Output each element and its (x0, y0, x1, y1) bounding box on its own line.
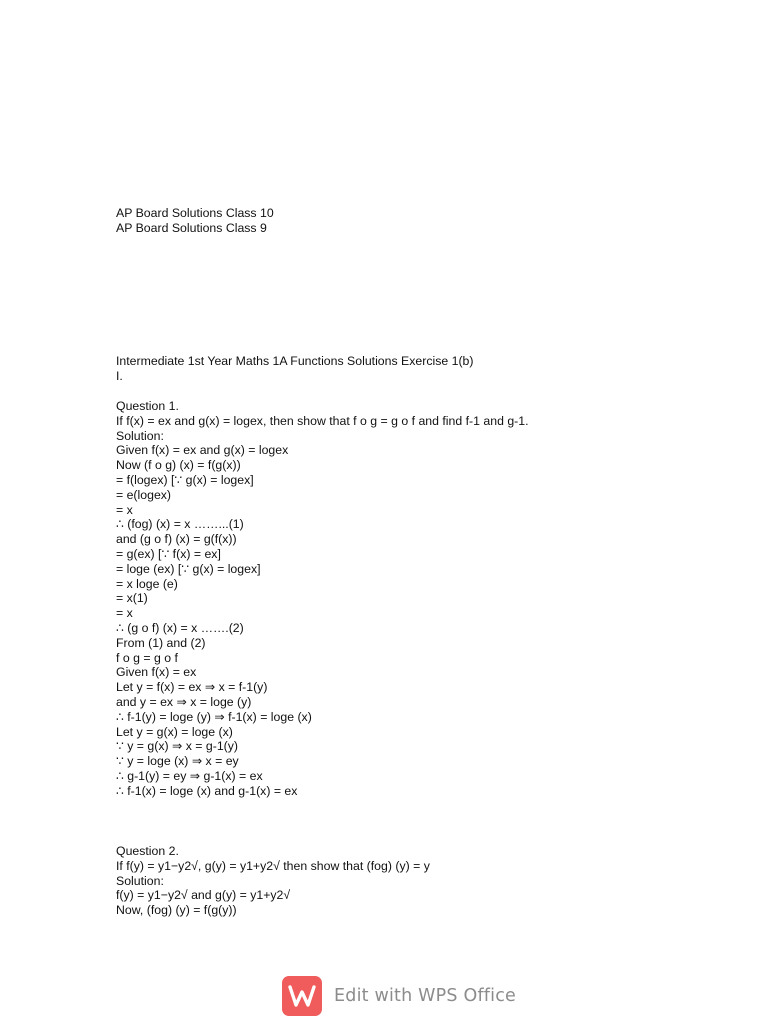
wps-w-logo-icon (282, 976, 322, 1016)
q1-line: Now (f o g) (x) = f(g(x)) (116, 458, 241, 473)
q1-line: = g(ex) [∵ f(x) = ex] (116, 546, 221, 561)
q1-line: If f(x) = ex and g(x) = logex, then show that f o g = g o f and find f-1 and g-1. (116, 413, 529, 428)
exercise-heading (116, 354, 473, 384)
q1-line: From (1) and (2) (116, 635, 206, 650)
wps-edit-banner[interactable] (282, 976, 516, 1016)
q1-line: ∴ f-1(x) = loge (x) and g-1(x) = ex (116, 783, 298, 798)
q1-line: = x (116, 606, 133, 621)
q1-line: ∵ y = loge (x) ⇒ x = ey (116, 754, 239, 769)
question-2 (116, 844, 430, 918)
q1-line: = f(logex) [∵ g(x) = logex] (116, 472, 254, 487)
q1-line: = loge (ex) [∵ g(x) = logex] (116, 561, 261, 576)
q2-line: Solution: (116, 873, 164, 888)
q1-line: Let y = g(x) = loge (x) (116, 724, 233, 739)
q1-line: Given f(x) = ex and g(x) = logex (116, 443, 289, 458)
q1-line: and (g o f) (x) = g(f(x)) (116, 532, 237, 547)
q2-line: Now, (fog) (y) = f(g(y)) (116, 903, 237, 918)
q2-line: f(y) = y1−y2√ and g(y) = y1+y2√ (116, 888, 291, 903)
q1-line: = x(1) (116, 591, 148, 606)
q1-line: = x (116, 502, 133, 517)
board-links (116, 206, 274, 236)
wps-edit-label: Edit with WPS Office (334, 986, 517, 1006)
q2-line: Question 2. (116, 844, 179, 858)
heading-line: Intermediate 1st Year Maths 1A Functions Solutions Exercise 1(b) (116, 354, 474, 368)
q1-line: Let y = f(x) = ex ⇒ x = f-1(y) (116, 680, 268, 695)
question-1 (116, 399, 529, 799)
q2-line: If f(y) = y1−y2√, g(y) = y1+y2√ then show that (fog) (y) = y (116, 858, 430, 873)
q1-line: ∴ g-1(y) = ey ⇒ g-1(x) = ex (116, 768, 263, 783)
q1-line: Question 1. (116, 399, 179, 413)
heading-line: I. (116, 368, 123, 383)
q1-line: and y = ex ⇒ x = loge (y) (116, 694, 252, 709)
q1-line: ∴ (fog) (x) = x ……...(1) (116, 517, 244, 532)
link-line[interactable]: AP Board Solutions Class 9 (116, 220, 267, 235)
q1-line: ∴ (g o f) (x) = x …….(2) (116, 620, 244, 635)
q1-line: f o g = g o f (116, 650, 178, 665)
q1-line: Given f(x) = ex (116, 665, 197, 680)
q1-line: Solution: (116, 428, 164, 443)
q1-line: ∴ f-1(y) = loge (y) ⇒ f-1(x) = loge (x) (116, 709, 312, 724)
q1-line: = e(logex) (116, 487, 172, 502)
q1-line: ∵ y = g(x) ⇒ x = g-1(y) (116, 739, 238, 754)
link-line[interactable]: AP Board Solutions Class 10 (116, 206, 274, 220)
q1-line: = x loge (e) (116, 576, 178, 591)
